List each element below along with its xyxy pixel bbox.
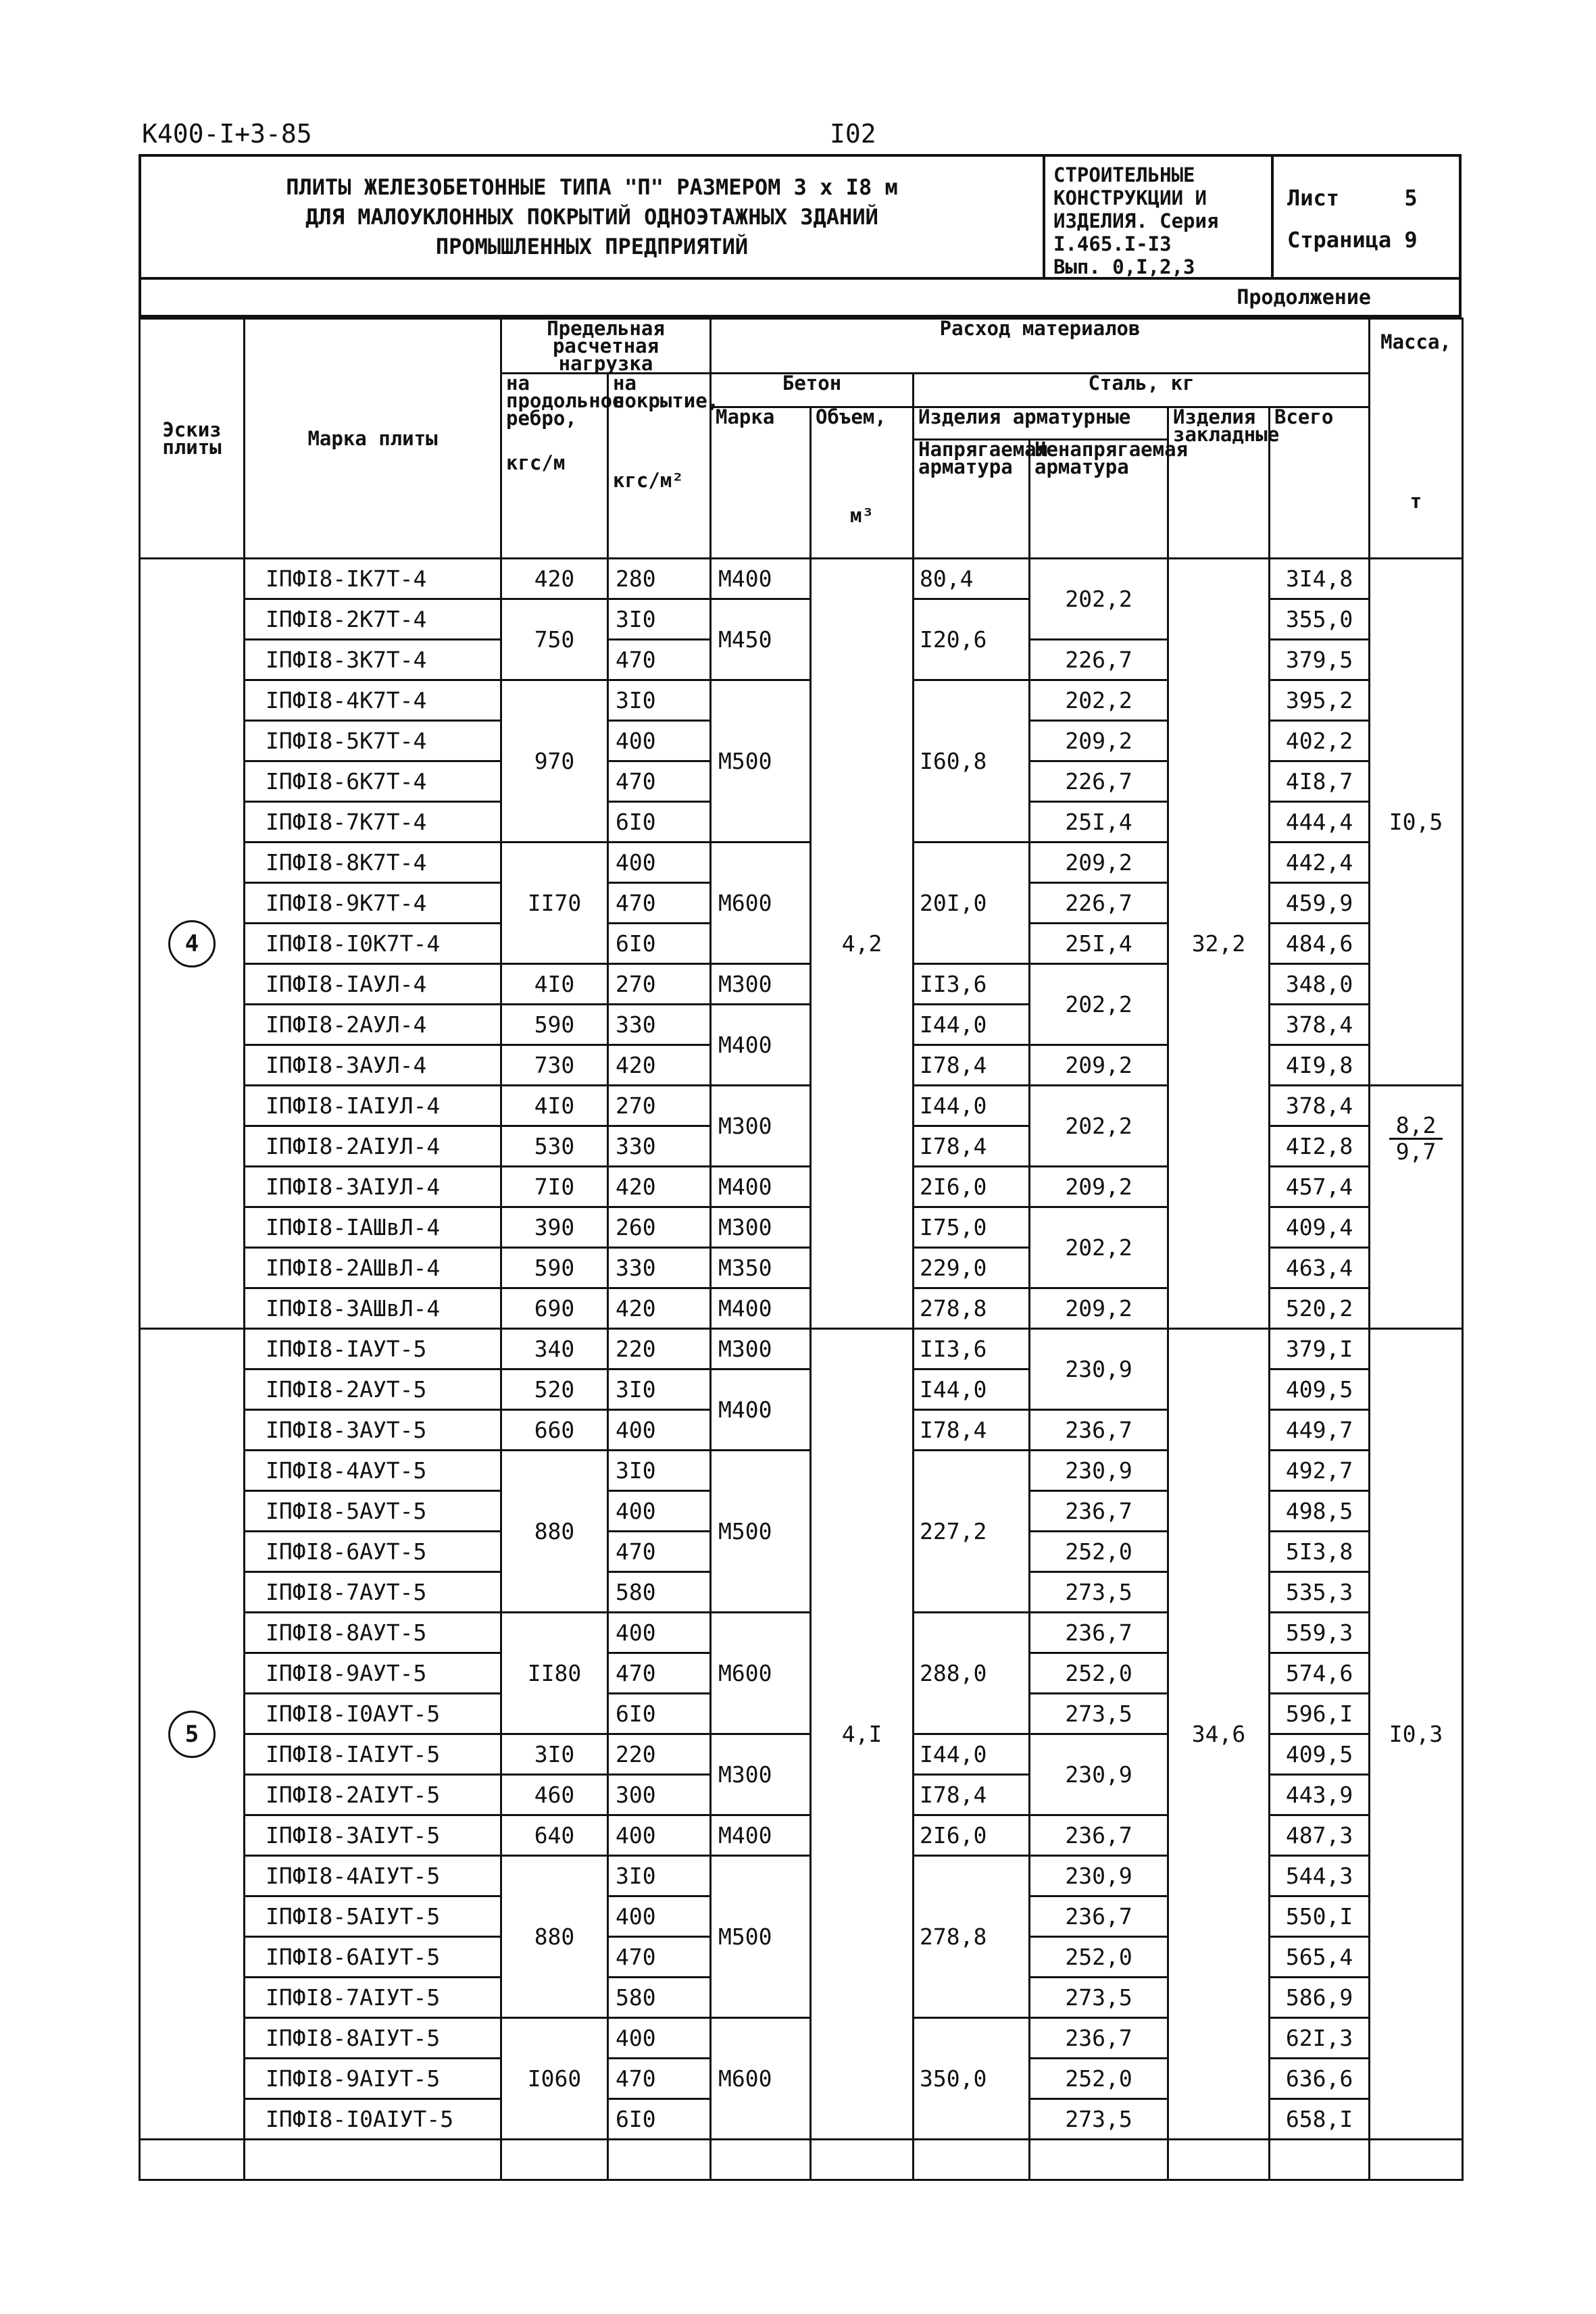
mark-cell: IПФI8-3АУТ-5 bbox=[245, 1410, 501, 1451]
mass-numerator: 8,2 bbox=[1389, 1113, 1443, 1140]
col-total: Всего bbox=[1270, 407, 1370, 559]
prestressed-cell: 227,2 bbox=[914, 1451, 1030, 1613]
series-line: Вып. 0,I,2,3 bbox=[1053, 255, 1195, 278]
non-prestressed-cell: 236,7 bbox=[1030, 1613, 1168, 1653]
non-prestressed-cell: 25I,4 bbox=[1030, 802, 1168, 842]
load-rib-cell: 590 bbox=[501, 1005, 608, 1045]
col-mark: Марка плиты bbox=[245, 319, 501, 559]
load-roof-cell: 3I0 bbox=[608, 1451, 711, 1491]
non-prestressed-cell: 25I,4 bbox=[1030, 924, 1168, 964]
load-roof-cell: 470 bbox=[608, 883, 711, 924]
empty-cell bbox=[914, 2140, 1030, 2180]
mark-cell: IПФI8-IАIУТ-5 bbox=[245, 1734, 501, 1775]
load-roof-cell: 6I0 bbox=[608, 802, 711, 842]
mark-cell: IПФI8-IК7Т-4 bbox=[245, 559, 501, 599]
load-roof-cell: 220 bbox=[608, 1329, 711, 1369]
load-roof-cell: 400 bbox=[608, 721, 711, 761]
title-block bbox=[139, 154, 1462, 280]
total-cell: 487,3 bbox=[1270, 1815, 1370, 1856]
load-rib-cell: II80 bbox=[501, 1613, 608, 1734]
empty-cell bbox=[501, 2140, 608, 2180]
total-cell: 4I9,8 bbox=[1270, 1045, 1370, 1086]
non-prestressed-cell: 230,9 bbox=[1030, 1734, 1168, 1815]
mass-fraction bbox=[1389, 1113, 1443, 1164]
prestressed-cell: II3,6 bbox=[914, 1329, 1030, 1369]
prestressed-cell: I78,4 bbox=[914, 1775, 1030, 1815]
concrete-grade-cell: М500 bbox=[711, 1451, 811, 1613]
load-roof-cell: 280 bbox=[608, 559, 711, 599]
total-cell: 550,I bbox=[1270, 1896, 1370, 1937]
col-concrete-volume-label: Объем, bbox=[816, 405, 887, 428]
load-roof-cell: 6I0 bbox=[608, 2099, 711, 2140]
mark-cell: IПФI8-9АIУТ-5 bbox=[245, 2059, 501, 2099]
non-prestressed-cell: 273,5 bbox=[1030, 1978, 1168, 2018]
load-roof-cell: 400 bbox=[608, 2018, 711, 2059]
col-prestressed: Напрягаемая арматура bbox=[914, 440, 1030, 559]
mark-cell: IПФI8-2АУЛ-4 bbox=[245, 1005, 501, 1045]
concrete-grade-cell: М600 bbox=[711, 1613, 811, 1734]
sheet-value: 5 bbox=[1404, 185, 1418, 211]
load-roof-cell: 270 bbox=[608, 1086, 711, 1126]
mark-cell: IПФI8-8АIУТ-5 bbox=[245, 2018, 501, 2059]
title-line-3: ПРОМЫШЛЕННЫХ ПРЕДПРИЯТИЙ bbox=[435, 234, 749, 259]
empty-cell bbox=[140, 2140, 245, 2180]
load-rib-cell: 640 bbox=[501, 1815, 608, 1856]
load-roof-cell: 400 bbox=[608, 842, 711, 883]
mark-cell: IПФI8-7К7Т-4 bbox=[245, 802, 501, 842]
total-cell: 379,I bbox=[1270, 1329, 1370, 1369]
load-roof-cell: 470 bbox=[608, 2059, 711, 2099]
concrete-grade-cell: М300 bbox=[711, 964, 811, 1005]
load-roof-cell: 400 bbox=[608, 1410, 711, 1451]
sheet-label: Лист bbox=[1287, 185, 1340, 211]
non-prestressed-cell: 209,2 bbox=[1030, 1167, 1168, 1207]
mark-cell: IПФI8-2АIУТ-5 bbox=[245, 1775, 501, 1815]
load-roof-cell: 420 bbox=[608, 1288, 711, 1329]
non-prestressed-cell: 202,2 bbox=[1030, 680, 1168, 721]
title-line-1: ПЛИТЫ ЖЕЛЕЗОБЕТОННЫЕ ТИПА "П" РАЗМЕРОМ 3 х I8 м bbox=[286, 174, 898, 200]
total-cell: 378,4 bbox=[1270, 1086, 1370, 1126]
prestressed-cell: I78,4 bbox=[914, 1410, 1030, 1451]
total-cell: 395,2 bbox=[1270, 680, 1370, 721]
prestressed-cell: 350,0 bbox=[914, 2018, 1030, 2140]
total-cell: 484,6 bbox=[1270, 924, 1370, 964]
continuation-label: Продолжение bbox=[139, 280, 1462, 318]
col-non-prestressed: Ненапрягаемая арматура bbox=[1030, 440, 1168, 559]
non-prestressed-cell: 236,7 bbox=[1030, 2018, 1168, 2059]
empty-row bbox=[140, 2140, 1463, 2180]
mark-cell: IПФI8-7АIУТ-5 bbox=[245, 1978, 501, 2018]
col-mass-label: Масса, bbox=[1380, 330, 1451, 353]
prestressed-cell: I60,8 bbox=[914, 680, 1030, 842]
col-concrete-volume bbox=[811, 407, 914, 559]
concrete-grade-cell: М600 bbox=[711, 2018, 811, 2140]
non-prestressed-cell: 273,5 bbox=[1030, 1694, 1168, 1734]
load-rib-cell: 3I0 bbox=[501, 1734, 608, 1775]
non-prestressed-cell: 209,2 bbox=[1030, 1045, 1168, 1086]
prestressed-cell: I44,0 bbox=[914, 1734, 1030, 1775]
mark-cell: IПФI8-5АIУТ-5 bbox=[245, 1896, 501, 1937]
prestressed-cell: 229,0 bbox=[914, 1248, 1030, 1288]
load-rib-cell: 7I0 bbox=[501, 1167, 608, 1207]
total-cell: 444,4 bbox=[1270, 802, 1370, 842]
col-load-roof-unit: кгс/м² bbox=[613, 469, 684, 492]
total-cell: 62I,3 bbox=[1270, 2018, 1370, 2059]
non-prestressed-cell: 230,9 bbox=[1030, 1329, 1168, 1410]
prestressed-cell: 2I6,0 bbox=[914, 1815, 1030, 1856]
title-line-2: ДЛЯ МАЛОУКЛОННЫХ ПОКРЫТИЙ ОДНОЭТАЖНЫХ ЗДАНИЙ bbox=[305, 204, 878, 230]
load-rib-cell: 4I0 bbox=[501, 1086, 608, 1126]
total-cell: 449,7 bbox=[1270, 1410, 1370, 1451]
concrete-grade-cell: М400 bbox=[711, 1288, 811, 1329]
total-cell: 498,5 bbox=[1270, 1491, 1370, 1532]
non-prestressed-cell: 209,2 bbox=[1030, 842, 1168, 883]
prestressed-cell: I75,0 bbox=[914, 1207, 1030, 1248]
total-cell: 459,9 bbox=[1270, 883, 1370, 924]
mark-cell: IПФI8-4АIУТ-5 bbox=[245, 1856, 501, 1896]
mark-cell: IПФI8-7АУТ-5 bbox=[245, 1572, 501, 1613]
document-code: К400-I+3-85 bbox=[142, 119, 312, 149]
concrete-grade-cell: М350 bbox=[711, 1248, 811, 1288]
total-cell: 544,3 bbox=[1270, 1856, 1370, 1896]
non-prestressed-cell: 202,2 bbox=[1030, 964, 1168, 1045]
total-cell: 574,6 bbox=[1270, 1653, 1370, 1694]
mark-cell: IПФI8-6АУТ-5 bbox=[245, 1532, 501, 1572]
load-rib-cell: 460 bbox=[501, 1775, 608, 1815]
col-concrete: Бетон bbox=[711, 374, 914, 407]
page-value: 9 bbox=[1404, 227, 1418, 253]
load-rib-cell: 690 bbox=[501, 1288, 608, 1329]
series-line: ИЗДЕЛИЯ. Серия bbox=[1053, 209, 1219, 232]
load-rib-cell: 750 bbox=[501, 599, 608, 680]
load-rib-cell: 590 bbox=[501, 1248, 608, 1288]
concrete-volume-cell: 4,I bbox=[811, 1329, 914, 2140]
load-roof-cell: 3I0 bbox=[608, 599, 711, 640]
mark-cell: IПФI8-4К7Т-4 bbox=[245, 680, 501, 721]
prestressed-cell: I44,0 bbox=[914, 1086, 1030, 1126]
prestressed-cell: I78,4 bbox=[914, 1126, 1030, 1167]
non-prestressed-cell: 252,0 bbox=[1030, 2059, 1168, 2099]
mark-cell: IПФI8-5АУТ-5 bbox=[245, 1491, 501, 1532]
load-roof-cell: 330 bbox=[608, 1126, 711, 1167]
total-cell: 4I8,7 bbox=[1270, 761, 1370, 802]
mark-cell: IПФI8-3АIУТ-5 bbox=[245, 1815, 501, 1856]
mark-cell: IПФI8-I0АУТ-5 bbox=[245, 1694, 501, 1734]
concrete-grade-cell: М300 bbox=[711, 1207, 811, 1248]
concrete-grade-cell: М300 bbox=[711, 1329, 811, 1369]
empty-cell bbox=[608, 2140, 711, 2180]
total-cell: 457,4 bbox=[1270, 1167, 1370, 1207]
prestressed-cell: I20,6 bbox=[914, 599, 1030, 680]
load-roof-cell: 3I0 bbox=[608, 1856, 711, 1896]
prestressed-cell: 278,8 bbox=[914, 1856, 1030, 2018]
prestressed-cell: 278,8 bbox=[914, 1288, 1030, 1329]
sketch-number: 4 bbox=[168, 920, 216, 967]
concrete-grade-cell: М400 bbox=[711, 559, 811, 599]
col-load-roof-label: на покрытие, bbox=[613, 372, 720, 412]
load-rib-cell: 390 bbox=[501, 1207, 608, 1248]
prestressed-cell: 288,0 bbox=[914, 1613, 1030, 1734]
table-row bbox=[140, 1329, 1463, 1369]
concrete-grade-cell: М400 bbox=[711, 1167, 811, 1207]
mark-cell: IПФI8-2К7Т-4 bbox=[245, 599, 501, 640]
load-roof-cell: 470 bbox=[608, 1937, 711, 1978]
load-roof-cell: 400 bbox=[608, 1491, 711, 1532]
mark-cell: IПФI8-6К7Т-4 bbox=[245, 761, 501, 802]
page-number: I02 bbox=[830, 119, 876, 149]
load-roof-cell: 3I0 bbox=[608, 680, 711, 721]
non-prestressed-cell: 236,7 bbox=[1030, 1410, 1168, 1451]
concrete-grade-cell: М300 bbox=[711, 1734, 811, 1815]
col-load-rib-label: на продольное ребро, bbox=[506, 372, 624, 430]
prestressed-cell: I44,0 bbox=[914, 1369, 1030, 1410]
col-load-group: Предельная расчетная нагрузка bbox=[501, 319, 711, 374]
sheet-info bbox=[1274, 157, 1459, 277]
mark-cell: IПФI8-3АУЛ-4 bbox=[245, 1045, 501, 1086]
total-cell: 658,I bbox=[1270, 2099, 1370, 2140]
col-mass bbox=[1370, 319, 1463, 559]
series-line: I.465.I-I3 bbox=[1053, 232, 1172, 255]
mark-cell: IПФI8-2АIУЛ-4 bbox=[245, 1126, 501, 1167]
total-cell: 409,4 bbox=[1270, 1207, 1370, 1248]
total-cell: 463,4 bbox=[1270, 1248, 1370, 1288]
non-prestressed-cell: 209,2 bbox=[1030, 1288, 1168, 1329]
mass-cell: I0,5 bbox=[1370, 559, 1463, 1086]
load-rib-cell: 660 bbox=[501, 1410, 608, 1451]
load-roof-cell: 400 bbox=[608, 1896, 711, 1937]
total-cell: 636,6 bbox=[1270, 2059, 1370, 2099]
mark-cell: IПФI8-3К7Т-4 bbox=[245, 640, 501, 680]
mark-cell: IПФI8-I0К7Т-4 bbox=[245, 924, 501, 964]
title bbox=[141, 157, 1045, 277]
mark-cell: IПФI8-3АШвЛ-4 bbox=[245, 1288, 501, 1329]
total-cell: 5I3,8 bbox=[1270, 1532, 1370, 1572]
non-prestressed-cell: 252,0 bbox=[1030, 1937, 1168, 1978]
non-prestressed-cell: 226,7 bbox=[1030, 883, 1168, 924]
non-prestressed-cell: 209,2 bbox=[1030, 721, 1168, 761]
mark-cell: IПФI8-8К7Т-4 bbox=[245, 842, 501, 883]
mass-denominator: 9,7 bbox=[1395, 1138, 1437, 1165]
total-cell: 492,7 bbox=[1270, 1451, 1370, 1491]
load-roof-cell: 3I0 bbox=[608, 1369, 711, 1410]
total-cell: 565,4 bbox=[1270, 1937, 1370, 1978]
load-rib-cell: 4I0 bbox=[501, 964, 608, 1005]
non-prestressed-cell: 236,7 bbox=[1030, 1815, 1168, 1856]
total-cell: 4I2,8 bbox=[1270, 1126, 1370, 1167]
total-cell: 409,5 bbox=[1270, 1734, 1370, 1775]
non-prestressed-cell: 230,9 bbox=[1030, 1856, 1168, 1896]
mark-cell: IПФI8-9АУТ-5 bbox=[245, 1653, 501, 1694]
load-rib-cell: 340 bbox=[501, 1329, 608, 1369]
load-roof-cell: 260 bbox=[608, 1207, 711, 1248]
total-cell: 402,2 bbox=[1270, 721, 1370, 761]
page-label: Страница bbox=[1287, 227, 1392, 253]
col-embedded: Изделия закладные bbox=[1168, 407, 1270, 559]
table-row bbox=[140, 559, 1463, 599]
prestressed-cell: II3,6 bbox=[914, 964, 1030, 1005]
sketch-number: 5 bbox=[168, 1711, 216, 1758]
load-roof-cell: 6I0 bbox=[608, 924, 711, 964]
load-roof-cell: 420 bbox=[608, 1045, 711, 1086]
load-rib-cell: 530 bbox=[501, 1126, 608, 1167]
load-rib-cell: 520 bbox=[501, 1369, 608, 1410]
total-cell: 379,5 bbox=[1270, 640, 1370, 680]
non-prestressed-cell: 236,7 bbox=[1030, 1896, 1168, 1937]
prestressed-cell: 80,4 bbox=[914, 559, 1030, 599]
total-cell: 3I4,8 bbox=[1270, 559, 1370, 599]
load-rib-cell: I060 bbox=[501, 2018, 608, 2140]
series-line: СТРОИТЕЛЬНЫЕ bbox=[1053, 164, 1195, 186]
load-roof-cell: 330 bbox=[608, 1005, 711, 1045]
mark-cell: IПФI8-IАШвЛ-4 bbox=[245, 1207, 501, 1248]
load-roof-cell: 470 bbox=[608, 761, 711, 802]
load-rib-cell: 880 bbox=[501, 1451, 608, 1613]
load-rib-cell: 730 bbox=[501, 1045, 608, 1086]
concrete-grade-cell: М400 bbox=[711, 1369, 811, 1451]
mark-cell: IПФI8-2АУТ-5 bbox=[245, 1369, 501, 1410]
non-prestressed-cell: 226,7 bbox=[1030, 761, 1168, 802]
total-cell: 596,I bbox=[1270, 1694, 1370, 1734]
mark-cell: IПФI8-4АУТ-5 bbox=[245, 1451, 501, 1491]
prestressed-cell: I44,0 bbox=[914, 1005, 1030, 1045]
load-roof-cell: 220 bbox=[608, 1734, 711, 1775]
col-load-rib-unit: кгс/м bbox=[506, 451, 566, 474]
embedded-cell: 32,2 bbox=[1168, 559, 1270, 1329]
mark-cell: IПФI8-9К7Т-4 bbox=[245, 883, 501, 924]
concrete-grade-cell: М450 bbox=[711, 599, 811, 680]
load-rib-cell: 420 bbox=[501, 559, 608, 599]
mark-cell: IПФI8-3АIУЛ-4 bbox=[245, 1167, 501, 1207]
non-prestressed-cell: 252,0 bbox=[1030, 1532, 1168, 1572]
load-roof-cell: 300 bbox=[608, 1775, 711, 1815]
non-prestressed-cell: 226,7 bbox=[1030, 640, 1168, 680]
load-rib-cell: 880 bbox=[501, 1856, 608, 2018]
mark-cell: IПФI8-2АШвЛ-4 bbox=[245, 1248, 501, 1288]
total-cell: 586,9 bbox=[1270, 1978, 1370, 2018]
embedded-cell: 34,6 bbox=[1168, 1329, 1270, 2140]
sketch-cell bbox=[140, 559, 245, 1329]
load-roof-cell: 400 bbox=[608, 1613, 711, 1653]
col-concrete-volume-unit: м³ bbox=[850, 504, 874, 527]
mass-cell: I0,3 bbox=[1370, 1329, 1463, 2140]
prestressed-cell: 20I,0 bbox=[914, 842, 1030, 964]
total-cell: 535,3 bbox=[1270, 1572, 1370, 1613]
col-load-rib bbox=[501, 372, 624, 559]
non-prestressed-cell: 273,5 bbox=[1030, 2099, 1168, 2140]
sketch-cell bbox=[140, 1329, 245, 2140]
concrete-grade-cell: М600 bbox=[711, 842, 811, 964]
total-cell: 355,0 bbox=[1270, 599, 1370, 640]
non-prestressed-cell: 252,0 bbox=[1030, 1653, 1168, 1694]
non-prestressed-cell: 202,2 bbox=[1030, 1207, 1168, 1288]
prestressed-cell: 2I6,0 bbox=[914, 1167, 1030, 1207]
concrete-grade-cell: М400 bbox=[711, 1005, 811, 1086]
load-roof-cell: 270 bbox=[608, 964, 711, 1005]
load-roof-cell: 330 bbox=[608, 1248, 711, 1288]
col-mass-unit: т bbox=[1410, 490, 1422, 513]
load-roof-cell: 470 bbox=[608, 1653, 711, 1694]
load-roof-cell: 420 bbox=[608, 1167, 711, 1207]
concrete-volume-cell: 4,2 bbox=[811, 559, 914, 1329]
load-roof-cell: 470 bbox=[608, 1532, 711, 1572]
mark-cell: IПФI8-IАУТ-5 bbox=[245, 1329, 501, 1369]
load-roof-cell: 400 bbox=[608, 1815, 711, 1856]
mark-cell: IПФI8-5К7Т-4 bbox=[245, 721, 501, 761]
load-roof-cell: 470 bbox=[608, 640, 711, 680]
mark-cell: IПФI8-IАУЛ-4 bbox=[245, 964, 501, 1005]
concrete-grade-cell: М400 bbox=[711, 1815, 811, 1856]
series-info bbox=[1045, 157, 1274, 277]
load-rib-cell: 970 bbox=[501, 680, 608, 842]
total-cell: 559,3 bbox=[1270, 1613, 1370, 1653]
non-prestressed-cell: 202,2 bbox=[1030, 559, 1168, 640]
empty-cell bbox=[711, 2140, 811, 2180]
total-cell: 378,4 bbox=[1270, 1005, 1370, 1045]
concrete-grade-cell: М500 bbox=[711, 1856, 811, 2018]
mark-cell: IПФI8-IАIУЛ-4 bbox=[245, 1086, 501, 1126]
total-cell: 442,4 bbox=[1270, 842, 1370, 883]
load-roof-cell: 580 bbox=[608, 1572, 711, 1613]
series-line: КОНСТРУКЦИИ И bbox=[1053, 186, 1207, 209]
col-reinforcing: Изделия арматурные bbox=[914, 407, 1168, 440]
non-prestressed-cell: 273,5 bbox=[1030, 1572, 1168, 1613]
empty-cell bbox=[1370, 2140, 1463, 2180]
non-prestressed-cell: 230,9 bbox=[1030, 1451, 1168, 1491]
total-cell: 348,0 bbox=[1270, 964, 1370, 1005]
mark-cell: IПФI8-6АIУТ-5 bbox=[245, 1937, 501, 1978]
empty-cell bbox=[811, 2140, 914, 2180]
concrete-grade-cell: М500 bbox=[711, 680, 811, 842]
col-steel: Сталь, кг bbox=[914, 374, 1370, 407]
col-sketch: Эскиз плиты bbox=[140, 319, 245, 559]
non-prestressed-cell: 236,7 bbox=[1030, 1491, 1168, 1532]
materials-table bbox=[139, 318, 1464, 2181]
concrete-grade-cell: М300 bbox=[711, 1086, 811, 1167]
load-rib-cell: II70 bbox=[501, 842, 608, 964]
empty-cell bbox=[1270, 2140, 1370, 2180]
mass-cell bbox=[1370, 1086, 1463, 1329]
col-load-roof bbox=[608, 372, 720, 559]
load-roof-cell: 6I0 bbox=[608, 1694, 711, 1734]
empty-cell bbox=[1030, 2140, 1168, 2180]
load-roof-cell: 580 bbox=[608, 1978, 711, 2018]
total-cell: 409,5 bbox=[1270, 1369, 1370, 1410]
empty-cell bbox=[1168, 2140, 1270, 2180]
mark-cell: IПФI8-I0АIУТ-5 bbox=[245, 2099, 501, 2140]
non-prestressed-cell: 202,2 bbox=[1030, 1086, 1168, 1167]
mark-cell: IПФI8-8АУТ-5 bbox=[245, 1613, 501, 1653]
total-cell: 520,2 bbox=[1270, 1288, 1370, 1329]
col-consumption: Расход материалов bbox=[711, 319, 1370, 374]
col-concrete-grade: Марка bbox=[711, 407, 811, 559]
empty-cell bbox=[245, 2140, 501, 2180]
total-cell: 443,9 bbox=[1270, 1775, 1370, 1815]
prestressed-cell: I78,4 bbox=[914, 1045, 1030, 1086]
